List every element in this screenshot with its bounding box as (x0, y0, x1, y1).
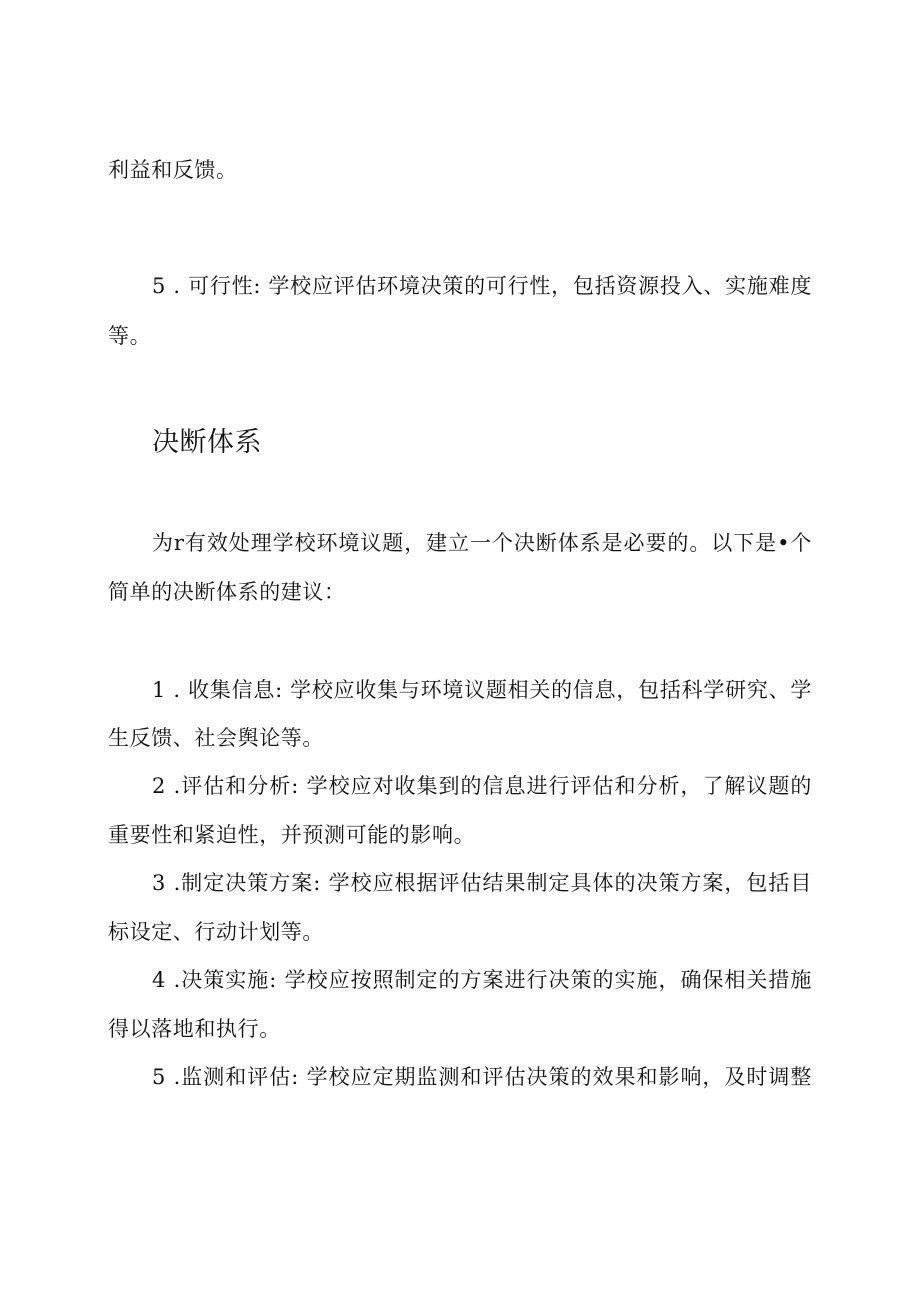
feasibility-item-line2: 等。 (108, 324, 152, 348)
list-item-5-line1: 5 .监测和评估: 学校应定期监测和评估决策的效果和影响，及时调整 (152, 1065, 812, 1089)
list-item-1-line1: 1 . 收集信息: 学校应收集与环境议题相关的信息，包括科学研究、学 (152, 678, 812, 702)
list-item-3-line1: 3 .制定决策方案: 学校应根据评估结果制定具体的决策方案，包括目 (152, 871, 812, 895)
list-item-2-line1: 2 .评估和分析: 学校应对收集到的信息进行评估和分析，了解议题的 (152, 774, 812, 798)
section-heading: 决断体系 (152, 427, 262, 458)
feasibility-item-line1: 5 . 可行性: 学校应评估环境决策的可行性，包括资源投入、实施难度 (152, 274, 812, 298)
continuation-text: 利益和反馈。 (108, 158, 238, 182)
intro-line2: 简单的决断体系的建议： (108, 580, 346, 604)
list-item-4-line2: 得以落地和执行。 (108, 1017, 281, 1041)
list-item-4-line1: 4 .决策实施: 学校应按照制定的方案进行决策的实施，确保相关措施 (152, 968, 812, 992)
list-item-2-line2: 重要性和紧迫性，并预测可能的影响。 (108, 823, 476, 847)
list-item-3-line2: 标设定、行动计划等。 (108, 920, 324, 944)
intro-line1: 为r有效处理学校环境议题，建立一个决断体系是必要的。以下是•个 (152, 531, 812, 555)
list-item-1-line2: 生反馈、社会舆论等。 (108, 726, 324, 750)
